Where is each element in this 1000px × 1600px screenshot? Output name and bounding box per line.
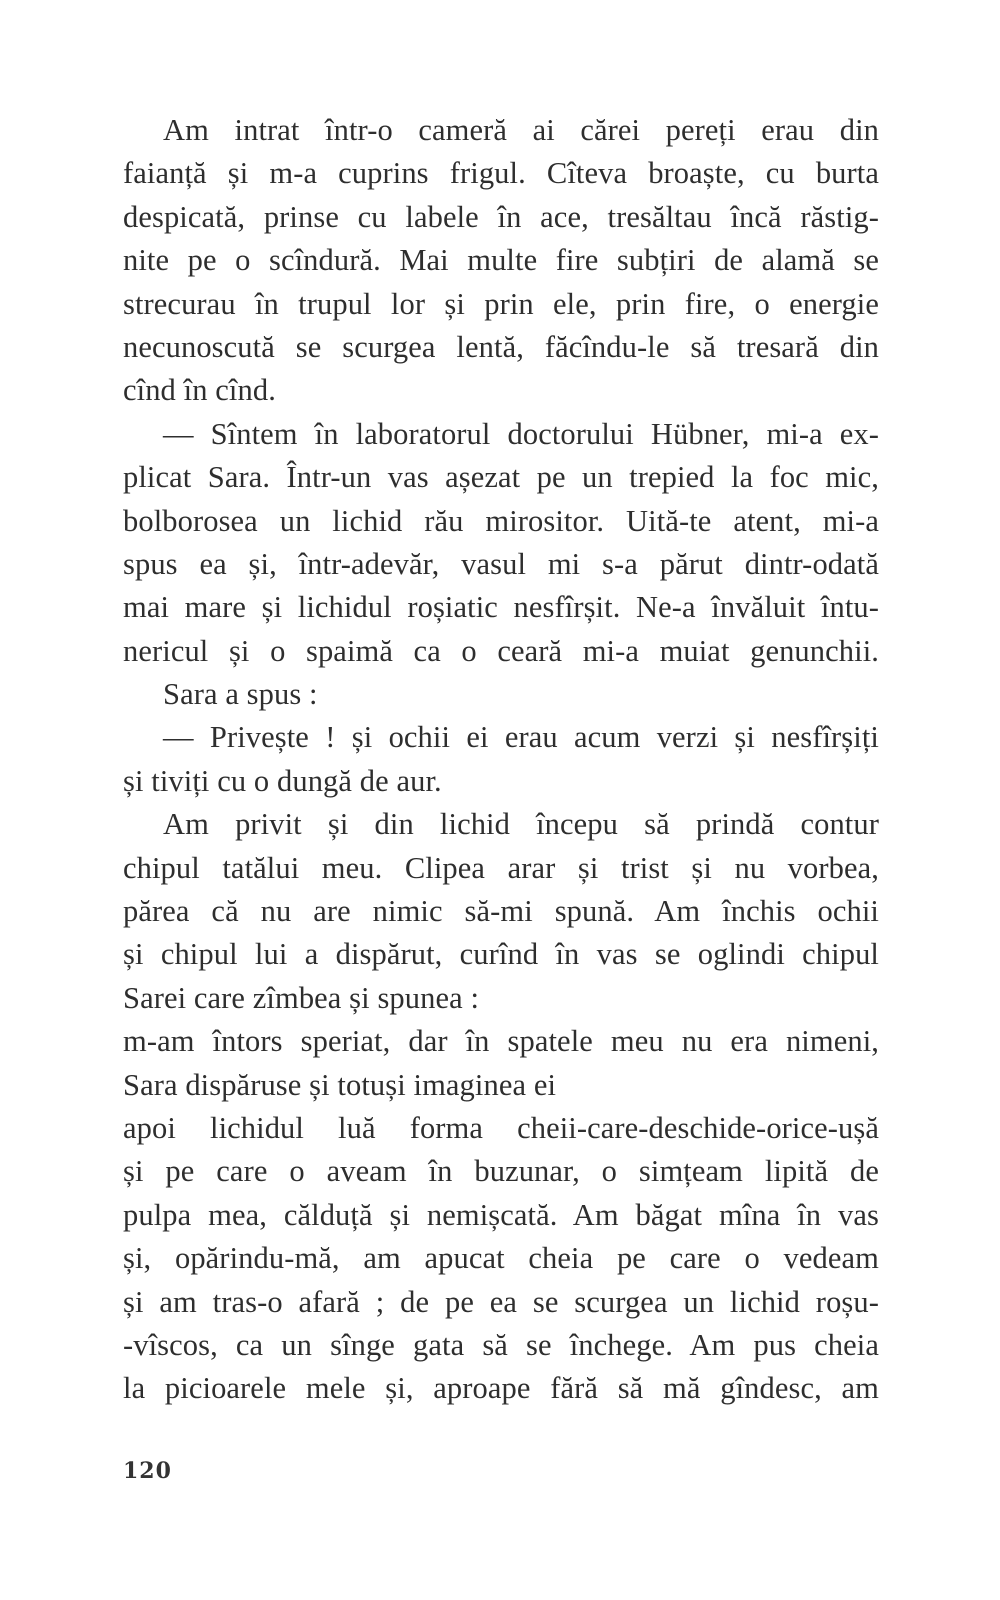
text-line: spus ea și, într-adevăr, vasul mi s-a părut dintr-odată <box>123 546 879 581</box>
text-line: strecurau în trupul lor și prin ele, prin fire, o energie <box>123 286 879 321</box>
text-line: m-am întors speriat, dar în spatele meu nu era nimeni, <box>123 1024 879 1059</box>
text-line: plicat Sara. Într-un vas așezat pe un trepied la foc mic, <box>123 460 879 495</box>
text-line: chipul tatălui meu. Clipea arar și trist și nu vorbea, <box>123 850 879 885</box>
text-line: despicată, prinse cu labele în ace, tresăltau încă răstig- <box>123 199 879 234</box>
text-line: Am intrat într-o cameră ai cărei pereți erau din <box>163 113 879 147</box>
page-body <box>123 109 879 1411</box>
text-line: — Privește ! și ochii ei erau acum verzi și nesfîrșiți <box>163 720 879 755</box>
text-line: pulpa mea, călduță și nemișcată. Am băgat mîna în vas <box>123 1197 879 1232</box>
text-line: bolborosea un lichid rău mirositor. Uită-te atent, mi-a <box>123 503 879 538</box>
text-line: mai mare și lichidul roșiatic nesfîrșit. Ne-a învăluit întu- <box>123 590 879 625</box>
page-number: 120 <box>123 1458 172 1484</box>
text-line: apoi lichidul luă forma cheii-care-deschide-orice-ușă <box>123 1110 879 1145</box>
text-line: și pe care o aveam în buzunar, o simțeam lipită de <box>123 1154 879 1189</box>
text-line: la picioarele mele și, aproape fără să mă gîndesc, am <box>123 1371 879 1406</box>
text-line: nite pe o scîndură. Mai multe fire subțiri de alamă se <box>123 243 879 278</box>
text-line: Sarei care zîmbea și spunea : <box>123 980 480 1015</box>
text-line: Sara a spus : <box>163 677 318 712</box>
text-line: Sara dispăruse și totuși imaginea ei <box>123 1067 557 1102</box>
text-line: și, opărindu-mă, am apucat cheia pe care o vedeam <box>123 1241 879 1276</box>
text-line: și tiviți cu o dungă de aur. <box>123 763 442 798</box>
text-line: și chipul lui a dispărut, curînd în vas se oglindi chipul <box>123 937 879 972</box>
text-line: — Sîntem în laboratorul doctorului Hübner, mi-a ex- <box>163 416 879 451</box>
text-line: faianță și m-a cuprins frigul. Cîteva broaște, cu burta <box>123 156 879 191</box>
text-line: nericul și o spaimă ca o ceară mi-a muiat genunchii. <box>123 633 879 668</box>
text-line: cînd în cînd. <box>123 373 276 408</box>
text-line: necunoscută se scurgea lentă, făcîndu-le să tresară din <box>123 329 879 364</box>
text-line: -vîscos, ca un sînge gata să se închege. Am pus cheia <box>123 1327 879 1362</box>
text-line: părea că nu are nimic să-mi spună. Am închis ochii <box>123 894 879 929</box>
text-line: și am tras-o afară ; de pe ea se scurgea un lichid roșu- <box>123 1284 879 1319</box>
text-line: Am privit și din lichid începu să prindă contur <box>163 807 879 842</box>
